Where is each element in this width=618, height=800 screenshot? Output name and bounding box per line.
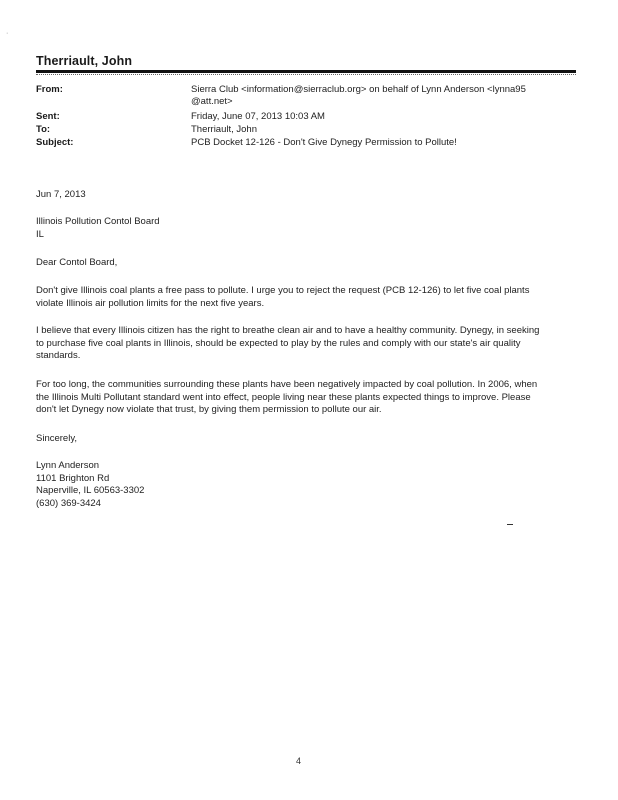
subject-label: Subject: (36, 137, 74, 148)
signature-phone: (630) 369-3424 (36, 497, 101, 509)
from-label: From: (36, 84, 63, 95)
signature-name: Lynn Anderson (36, 460, 100, 471)
page-number: 4 (296, 756, 302, 766)
paragraph-1-line1: Don't give Illinois coal plants a free pass to pollute. I urge you to reject the request (PCB 12-126) to let five coal plants (36, 285, 530, 296)
paragraph-3-line1: For too long, the communities surrounding these plants have been negatively impacted by coal pollution. In 2006, when (36, 379, 538, 390)
header-rule (36, 70, 576, 73)
from-value-line2: @att.net> (191, 96, 233, 107)
recipient-block (36, 216, 571, 241)
to-label: To: (36, 124, 51, 135)
signature-city: Naperville, IL 60563-3302 (36, 485, 145, 496)
paragraph-2 (36, 325, 571, 363)
mailbox-owner: Therriault, John (36, 54, 133, 68)
paragraph-1-line2: violate Illinois air pollution limits for the next five years. (36, 297, 265, 309)
header-rule-dotted (36, 74, 576, 75)
paragraph-1 (36, 285, 571, 310)
corner-mark: · (6, 30, 9, 37)
scan-tick-mark (507, 524, 513, 525)
to-value: Therriault, John (191, 124, 258, 135)
from-value (191, 84, 581, 108)
from-value-line1: Sierra Club <information@sierraclub.org> on behalf of Lynn Anderson <lynna95 (191, 84, 526, 95)
recipient-line1: Illinois Pollution Contol Board (36, 216, 160, 227)
paragraph-3 (36, 379, 571, 417)
subject-value: PCB Docket 12-126 - Don't Give Dynegy Permission to Pollute! (191, 137, 457, 148)
paragraph-2-line3: standards. (36, 350, 81, 361)
salutation: Dear Contol Board, (36, 257, 118, 268)
signature-block (36, 460, 571, 510)
recipient-line2: IL (36, 228, 44, 240)
paragraph-3-line3: don't let Dynegy now violate that trust, by giving them permission to pollute our air. (36, 404, 382, 415)
sent-value: Friday, June 07, 2013 10:03 AM (191, 111, 325, 122)
signature-street: 1101 Brighton Rd (36, 472, 110, 484)
closing: Sincerely, (36, 433, 78, 444)
sent-label: Sent: (36, 111, 60, 122)
paragraph-2-line1: I believe that every Illinois citizen has the right to breathe clean air and to have a healthy community. Dynegy, in seeking (36, 325, 540, 336)
letter-date: Jun 7, 2013 (36, 189, 86, 200)
paragraph-3-line2: the Illinois Multi Pollutant standard went into effect, people living near these plants expected things to improve. Please (36, 391, 531, 403)
paragraph-2-line2: to purchase five coal plants in Illinois, should be expected to play by the rules and comply with our state's air quality (36, 337, 521, 349)
